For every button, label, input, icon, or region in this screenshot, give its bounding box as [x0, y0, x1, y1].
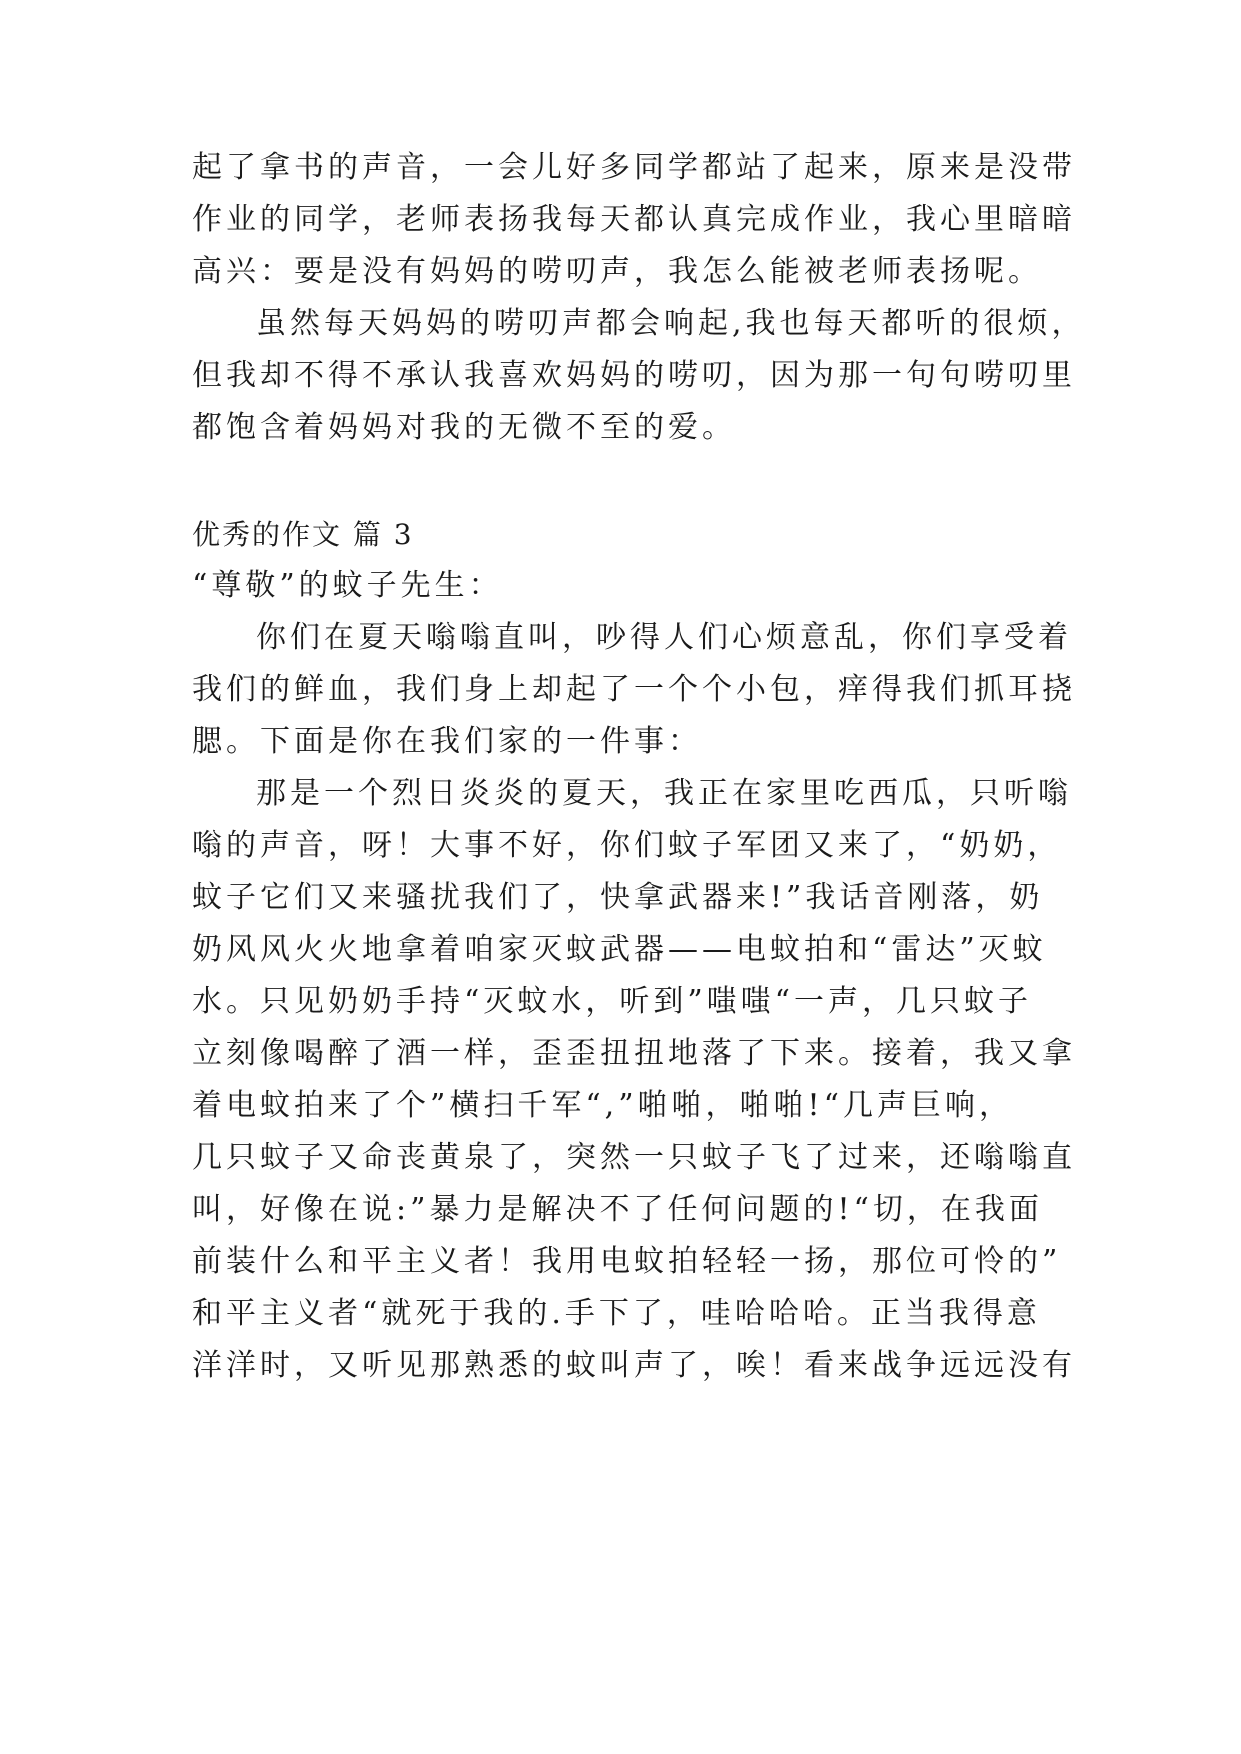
paragraph-line: 奶风风火火地拿着咱家灭蚊武器——电蚊拍和“雷达”灭蚊 [192, 932, 1047, 967]
paragraph-line: 虽然每天妈妈的唠叨声都会响起,我也每天都听的很烦， [256, 306, 1086, 341]
paragraph-line: 那是一个烈日炎炎的夏天，我正在家里吃西瓜，只听嗡 [256, 776, 1072, 811]
paragraph-line: 但我却不得不承认我喜欢妈妈的唠叨，因为那一句句唠叨里 [192, 358, 1076, 393]
paragraph-line: 洋洋时，又听见那熟悉的蚊叫声了，唉！看来战争远远没有 [192, 1348, 1076, 1383]
paragraph-line: 着电蚊拍来了个”横扫千军“,”啪啪，啪啪!“几声巨响， [192, 1088, 1013, 1123]
paragraph-line: 嗡的声音，呀！大事不好，你们蚊子军团又来了，“奶奶， [192, 828, 1062, 863]
paragraph-line: 蚊子它们又来骚扰我们了，快拿武器来!”我话音刚落，奶 [192, 880, 1044, 915]
paragraph-line: 作业的同学，老师表扬我每天都认真完成作业，我心里暗暗 [192, 202, 1076, 237]
paragraph-line: 立刻像喝醉了酒一样，歪歪扭扭地落了下来。接着，我又拿 [192, 1036, 1076, 1071]
paragraph-line: 起了拿书的声音，一会儿好多同学都站了起来，原来是没带 [192, 150, 1076, 185]
paragraph-line: 你们在夏天嗡嗡直叫，吵得人们心烦意乱，你们享受着 [256, 620, 1072, 655]
letter-salutation: “尊敬”的蚊子先生： [192, 568, 503, 603]
paragraph-line: 水。只见奶奶手持“灭蚊水，听到”嗤嗤“一声，几只蚊子 [192, 984, 1033, 1019]
paragraph-line: 都饱含着妈妈对我的无微不至的爱。 [192, 410, 736, 445]
section-heading: 优秀的作文 篇 3 [192, 518, 414, 551]
paragraph-line: 几只蚊子又命丧黄泉了，突然一只蚊子飞了过来，还嗡嗡直 [192, 1140, 1076, 1175]
paragraph-line: 叫，好像在说:”暴力是解决不了任何问题的!“切，在我面 [192, 1192, 1043, 1227]
paragraph-line: 我们的鲜血，我们身上却起了一个个小包，痒得我们抓耳挠 [192, 672, 1076, 707]
paragraph-line: 腮。下面是你在我们家的一件事： [192, 724, 702, 759]
paragraph-line: 高兴：要是没有妈妈的唠叨声，我怎么能被老师表扬呢。 [192, 254, 1042, 289]
paragraph-line: 前装什么和平主义者！我用电蚊拍轻轻一扬，那位可怜的” [192, 1244, 1062, 1279]
paragraph-line: 和平主义者“就死于我的.手下了，哇哈哈哈。正当我得意 [192, 1296, 1041, 1331]
